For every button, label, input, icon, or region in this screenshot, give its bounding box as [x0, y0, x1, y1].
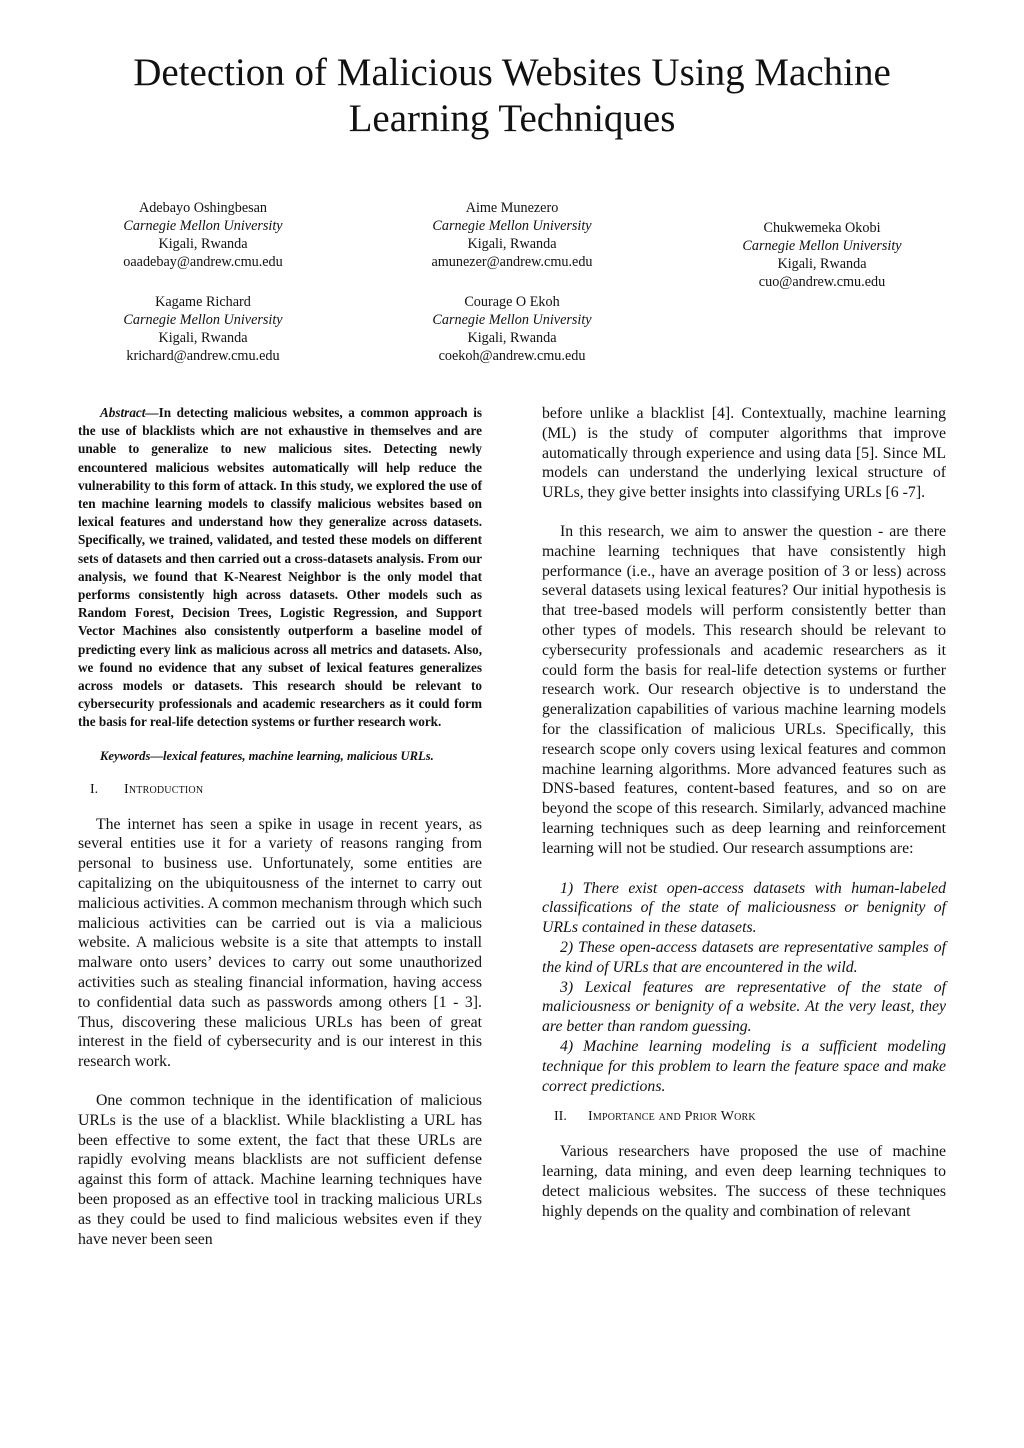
assumption-item: 3) Lexical features are representative of the state of maliciousness or benignity of a website. At the very least, they are better than random guessing.	[542, 978, 946, 1036]
author-affiliation: Carnegie Mellon University	[432, 218, 592, 234]
section-number: I.	[90, 781, 99, 797]
section-heading-introduction	[78, 781, 482, 799]
abstract-label: Abstract—	[100, 405, 159, 420]
prior-work-paragraph-1: Various researchers have proposed the use of machine learning, data mining, and even deep learning techniques to detect malicious websites. The success of these techniques highly depends on the quality and combination of relevant	[542, 1143, 946, 1220]
author-email: oaadebay@andrew.cmu.edu	[123, 254, 283, 270]
paper-title: Detection of Malicious Websites Using Machine Learning Techniques	[133, 51, 891, 140]
section-title: Introduction	[124, 781, 204, 797]
author-block-2	[382, 199, 642, 271]
author-name: Chukwemeka Okobi	[763, 220, 881, 236]
author-block-4	[73, 293, 333, 365]
intro-paragraph-1: The internet has seen a spike in usage in recent years, as several entities use it for a variety of reasons ranging from personal to business use. Unfortunately, some entities are capitalizing on the ubiquitousness of the internet to carry out malicious activities. A common mechanism through which such malicious activities can be carried out is via a malicious website. A malicious website is a site that attempts to install malware onto users’ devices to carry out some unauthorized activities such as stealing financial information, having access to confidential data such as passwords among others [1 - 3]. Thus, discovering these malicious URLs has been of great interest in the field of cybersecurity and is our interest in this research work.	[78, 815, 482, 1071]
author-location: Kigali, Rwanda	[158, 330, 248, 346]
assumption-item: 1) There exist open-access datasets with human-labeled classifications of the state of maliciousness or benignity of URLs contained in these datasets.	[542, 879, 946, 937]
author-block-1	[73, 199, 333, 271]
author-email: amunezer@andrew.cmu.edu	[431, 254, 593, 270]
author-block-3	[692, 219, 952, 291]
section-heading-prior-work	[542, 1108, 946, 1126]
author-name: Kagame Richard	[155, 294, 251, 310]
section-number: II.	[554, 1109, 567, 1125]
left-column	[78, 404, 482, 1249]
keywords: Keywords—lexical features, machine learning, malicious URLs.	[100, 748, 434, 763]
author-location: Kigali, Rwanda	[158, 236, 248, 252]
intro-paragraph-2: One common technique in the identification of malicious URLs is the use of a blacklist. While blacklisting a URL has been effective to some extent, the fact that these URLs are rapidly evolving means blacklists are not sufficient defense against this form of attack. Machine learning techniques have been proposed as an effective tool in tracking malicious URLs as they could be used to find malicious websites even if they have never been seen	[78, 1092, 482, 1248]
author-location: Kigali, Rwanda	[777, 256, 867, 272]
author-name: Adebayo Oshingbesan	[138, 200, 268, 216]
author-affiliation: Carnegie Mellon University	[742, 238, 902, 254]
author-name: Courage O Ekoh	[464, 294, 560, 310]
abstract-text: In detecting malicious websites, a common approach is the use of blacklists which are not exhaustive in themselves and are unable to generalize to new malicious sites. Detecting newly encountered malicious websites automatically will help reduce the vulnerability to this form of attack. In this study, we explored the use of ten machine learning models to classify malicious websites based on lexical features and understand how they generalize across datasets. Specifically, we trained, validated, and tested these models on different sets of datasets and then carried out a cross-datasets analysis. From our analysis, we found that K-Nearest Neighbor is the only model that performs consistently high across datasets. Other models such as Random Forest, Decision Trees, Logistic Regression, and Support Vector Machines also consistently outperform a baseline model of predicting every link as malicious across all metrics and datasets. Also, we found no evidence that any subset of lexical features generalizes across models or datasets. This research should be relevant to cybersecurity professionals and academic researchers as it could form the basis for real-life detection systems or further research work.	[78, 405, 482, 730]
abstract	[78, 404, 482, 732]
intro-paragraph-3: In this research, we aim to answer the question - are there machine learning techniques that have consistently high performance (i.e., have an average position of 3 or less) across several datasets using lexical features? Our initial hypothesis is that tree-based models will perform consistently better than other types of models. This research should be relevant to cybersecurity professionals and academic researchers as it could form the basis for real-life detection systems or further research work. Our research objective is to understand the generalization capabilities of various machine learning models for the classification of malicious URLs. Specifically, this research scope only covers using lexical features and common machine learning algorithms. More advanced features such as DNS-based features, content-based features, and so on are beyond the scope of this research. Similarly, advanced machine learning techniques such as deep learning and reinforcement learning will not be studied. Our research assumptions are:	[542, 522, 946, 857]
right-column	[542, 404, 946, 1221]
author-affiliation: Carnegie Mellon University	[432, 312, 592, 328]
author-location: Kigali, Rwanda	[467, 236, 557, 252]
author-email: coekoh@andrew.cmu.edu	[438, 348, 586, 364]
author-location: Kigali, Rwanda	[467, 330, 557, 346]
author-affiliation: Carnegie Mellon University	[123, 218, 283, 234]
author-email: cuo@andrew.cmu.edu	[758, 274, 886, 290]
assumption-item: 2) These open-access datasets are representative samples of the kind of URLs that are encountered in the wild.	[542, 938, 946, 976]
author-name: Aime Munezero	[465, 200, 559, 216]
intro-paragraph-2-continued: before unlike a blacklist [4]. Contextually, machine learning (ML) is the study of computer algorithms that improve automatically through experience and using data [5]. Since ML models can understand the underlying lexical structure of URLs, they give better insights into classifying URLs [6 -7].	[542, 405, 946, 502]
author-email: krichard@andrew.cmu.edu	[126, 348, 280, 364]
assumptions-list	[542, 879, 946, 1097]
author-block-5	[382, 293, 642, 365]
author-affiliation: Carnegie Mellon University	[123, 312, 283, 328]
section-title: Importance and Prior Work	[588, 1109, 756, 1125]
assumption-item: 4) Machine learning modeling is a sufficient modeling technique for this problem to learn the feature space and make correct predictions.	[542, 1037, 946, 1095]
